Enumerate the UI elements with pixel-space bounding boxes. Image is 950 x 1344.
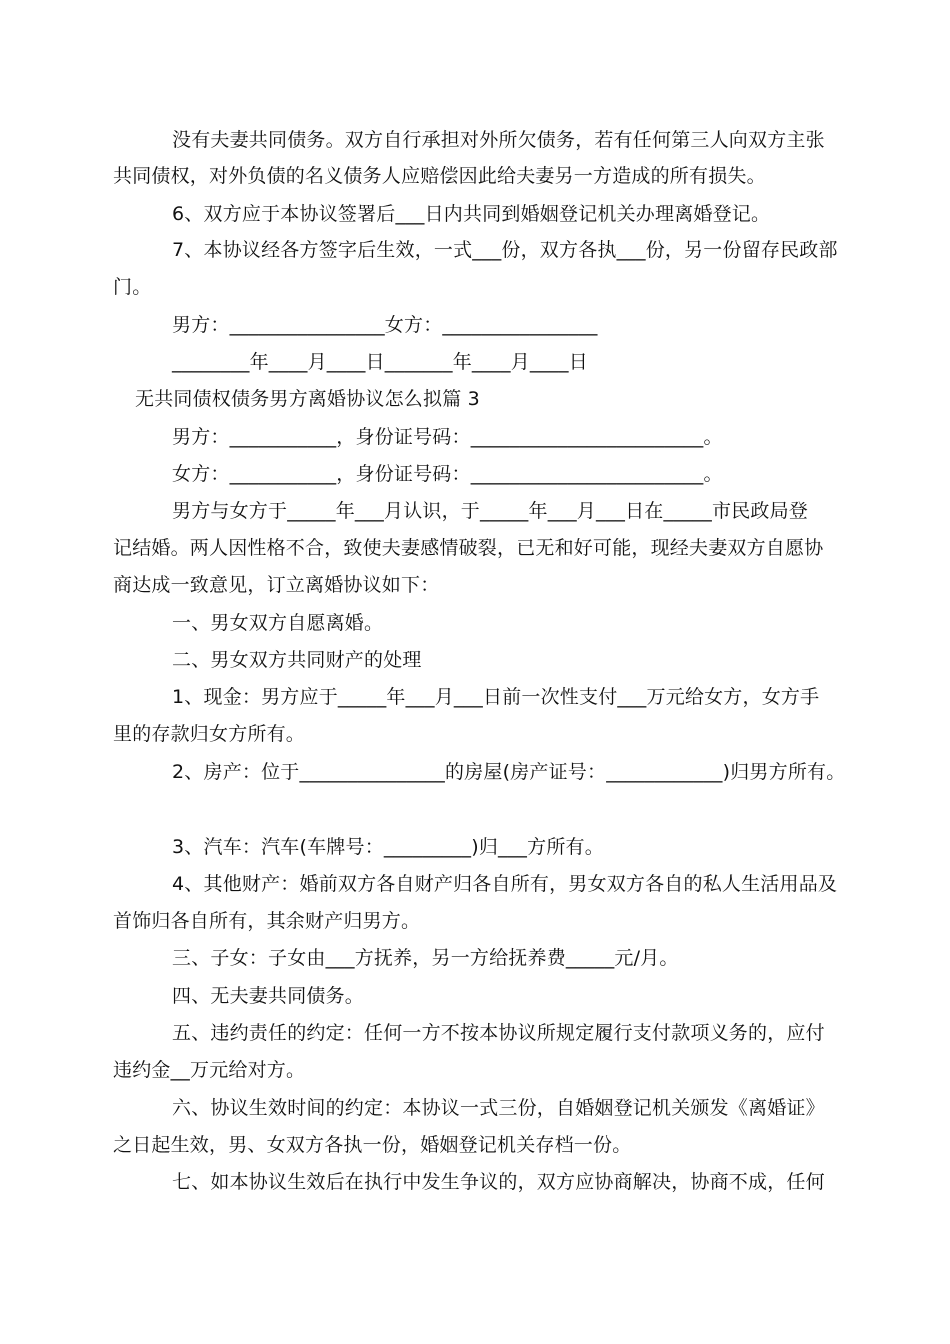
text-line: 4、其他财产：婚前双方各自财产归各自所有，男女双方各自的私人生活用品及	[172, 873, 838, 895]
text-line: 6、双方应于本协议签署后___日内共同到婚姻登记机关办理离婚登记。	[172, 203, 771, 225]
text-line: 五、违约责任的约定：任何一方不按本协议所规定履行支付款项义务的，应付	[172, 1022, 825, 1044]
text-line: 没有夫妻共同债务。双方自行承担对外所欠债务，若有任何第三人向双方主张	[172, 129, 825, 151]
text-line: 首饰归各自所有，其余财产归男方。	[113, 910, 421, 932]
signature-line: 男方：________________女方：________________	[172, 314, 598, 336]
text-line: 二、男女双方共同财产的处理	[172, 649, 422, 671]
text-line: 违约金__万元给对方。	[113, 1059, 306, 1081]
text-line: 里的存款归女方所有。	[113, 723, 306, 745]
text-line: 2、房产：位于_______________的房屋(房产证号：____________)归男方所有。	[172, 761, 846, 783]
text-line: 六、协议生效时间的约定：本协议一式三份，自婚姻登记机关颁发《离婚证》	[172, 1097, 825, 1119]
text-line: 1、现金：男方应于_____年___月___日前一次性支付___万元给女方，女方手	[172, 686, 820, 708]
text-line: 共同债权，对外负债的名义债务人应赔偿因此给夫妻另一方造成的所有损失。	[113, 165, 766, 187]
text-line: 门。	[113, 276, 152, 298]
text-line: 一、男女双方自愿离婚。	[172, 612, 384, 634]
text-line: 男方：___________，身份证号码：________________________。	[172, 426, 723, 448]
text-line: 七、如本协议生效后在执行中发生争议的，双方应协商解决，协商不成，任何	[172, 1171, 825, 1193]
text-line: 男方与女方于_____年___月认识，于_____年___月___日在_____市民政局登	[172, 500, 809, 522]
section-heading: 无共同债权债务男方离婚协议怎么拟篇 3	[135, 388, 480, 410]
text-line: 之日起生效，男、女双方各执一份，婚姻登记机关存档一份。	[113, 1134, 632, 1156]
text-line: 7、本协议经各方签字后生效，一式___份，双方各执___份，另一份留存民政部	[172, 239, 838, 261]
text-line: 记结婚。两人因性格不合，致使夫妻感情破裂，已无和好可能，现经夫妻双方自愿协	[113, 537, 824, 559]
date-line: ________年____月____日_______年____月____日	[172, 351, 588, 373]
text-line: 女方：___________，身份证号码：________________________。	[172, 463, 723, 485]
text-line: 3、汽车：汽车(车牌号：_________)归___方所有。	[172, 836, 604, 858]
text-line: 三、子女：子女由___方抚养，另一方给抚养费_____元/月。	[172, 947, 679, 969]
text-line: 四、无夫妻共同债务。	[172, 985, 365, 1007]
text-line: 商达成一致意见，订立离婚协议如下：	[113, 574, 440, 596]
